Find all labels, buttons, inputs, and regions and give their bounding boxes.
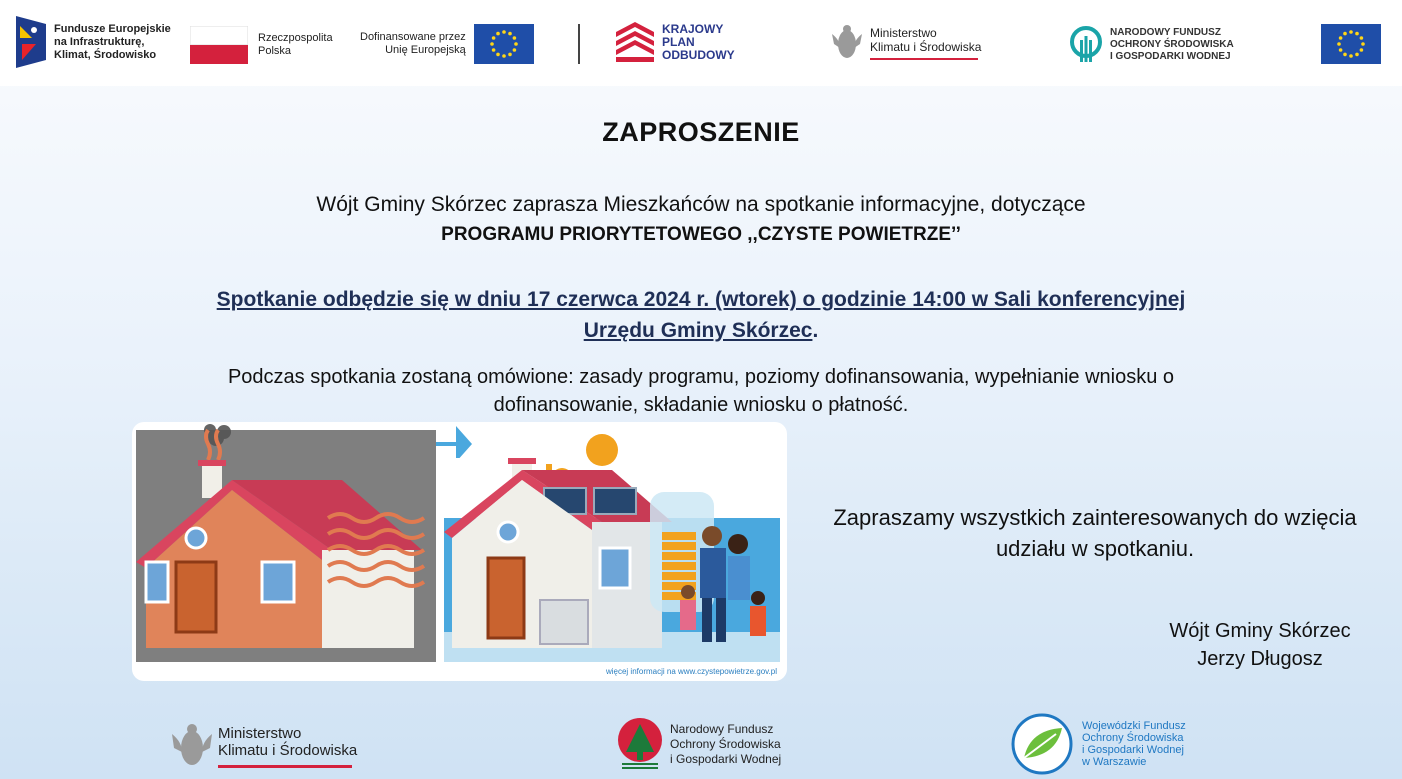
polish-flag-icon	[190, 26, 248, 64]
ue-line-1: Dofinansowane przez	[360, 31, 466, 43]
topics-line-1: Podczas spotkania zostaną omówione: zasady programu, poziomy dofinansowania, wypełnianie wniosku o	[227, 366, 1175, 388]
eu-flag-right-icon	[1321, 24, 1381, 64]
rp-line-2: Polska	[258, 45, 292, 57]
eu-flag-icon	[474, 24, 534, 64]
mkis-top-line-2: Klimatu i Środowiska	[870, 40, 982, 54]
fe-line-3: Klimat, Środowisko	[54, 48, 157, 61]
kpo-emblem-icon	[616, 22, 654, 62]
invite-line-2: udziału w spotkaniu.	[995, 536, 1195, 561]
meeting-line-2: Urzędu Gminy Skórzec	[583, 319, 813, 342]
logo-mkis-bottom	[170, 722, 357, 770]
kpo-line-3: ODBUDOWY	[662, 47, 735, 62]
door-old	[176, 562, 216, 632]
meeting-details	[0, 284, 1402, 346]
fe-emblem-icon	[16, 16, 46, 68]
logo-divider	[578, 24, 580, 64]
signature	[1140, 617, 1380, 673]
kpo-line-1: KRAJOWY	[662, 21, 724, 36]
logo-wfos	[1010, 712, 1186, 776]
mkis-bottom-line-2: Klimatu i Środowiska	[218, 741, 358, 759]
nfos-top-line-3: I GOSPODARKI WODNEJ	[1110, 51, 1231, 62]
door-new	[488, 558, 524, 638]
intro-text	[0, 190, 1402, 250]
illustration-footer-text: więcej informacji na www.czystepowietrze.gov.pl	[605, 667, 777, 676]
intro-line-1: Wójt Gminy Skórzec zaprasza Mieszkańców na spotkanie informacyjne, dotyczące	[316, 193, 1086, 216]
wfos-leaf-emblem-icon	[1010, 712, 1074, 776]
wfos-line-1: Wojewódzki Fundusz	[1082, 720, 1186, 732]
ue-line-2: Unię Europejską	[385, 44, 466, 56]
heat-pump-icon	[540, 600, 588, 644]
illustration-houses	[132, 422, 787, 681]
mkis-bottom-line-1: Ministerstwo	[218, 724, 302, 742]
rp-line-1: Rzeczpospolita	[258, 32, 333, 44]
eagle-emblem-bottom-icon	[170, 722, 214, 770]
wfos-line-2: Ochrony Środowiska	[1082, 732, 1184, 744]
nfos-emblem-icon	[1068, 26, 1104, 64]
nfos-tree-emblem-icon	[616, 716, 664, 772]
logo-nfos-bottom	[616, 716, 781, 772]
invitation-text	[800, 502, 1390, 564]
nfos-top-line-1: NARODOWY FUNDUSZ	[1110, 27, 1221, 38]
mkis-top-underline	[870, 58, 978, 60]
invite-line-1: Zapraszamy wszystkich zainteresowanych do wzięcia	[833, 505, 1357, 530]
nfos-bottom-line-3: i Gospodarki Wodnej	[670, 751, 782, 766]
wfos-line-4: w Warszawie	[1082, 756, 1147, 768]
program-name: PROGRAMU PRIORYTETOWEGO ,,CZYSTE POWIETRZE’’	[441, 224, 961, 245]
logo-kpo	[616, 22, 735, 62]
kpo-line-2: PLAN	[662, 34, 695, 49]
wfos-line-3: i Gospodarki Wodnej	[1082, 744, 1184, 756]
meeting-topics	[0, 363, 1402, 419]
eagle-emblem-icon	[830, 24, 864, 62]
logo-mkis-top	[830, 24, 981, 62]
page-title: ZAPROSZENIE	[602, 117, 800, 147]
logo-fundusze-europejskie	[16, 16, 171, 68]
meeting-line-1: Spotkanie odbędzie się w dniu 17 czerwca 2024 r. (wtorek) o godzinie 14:00 w Sali konferencyjnej	[216, 288, 1186, 311]
solar-panel-2-icon	[594, 488, 636, 514]
arrow-right-icon	[436, 426, 472, 462]
nfos-bottom-line-1: Narodowy Fundusz	[670, 721, 774, 736]
mkis-bottom-underline	[218, 765, 352, 768]
topics-line-2: dofinansowanie, składanie wniosku o płatność.	[493, 394, 909, 416]
mkis-top-line-1: Ministerstwo	[870, 26, 937, 40]
nfos-top-line-2: OCHRONY ŚRODOWISKA	[1110, 39, 1234, 50]
signature-role: Wójt Gminy Skórzec	[1169, 620, 1351, 642]
logo-ue	[360, 24, 534, 64]
fe-line-1: Fundusze Europejskie	[54, 22, 171, 35]
logo-bar	[0, 0, 1402, 86]
logo-rzeczpospolita	[190, 26, 333, 64]
logo-nfos-top	[1068, 26, 1234, 64]
illustration-svg	[132, 422, 787, 681]
nfos-bottom-line-2: Ochrony Środowiska	[670, 736, 781, 751]
signature-name: Jerzy Długosz	[1197, 648, 1323, 670]
meeting-line-2-end: .	[812, 319, 819, 342]
fe-line-2: na Infrastrukturę,	[54, 35, 145, 48]
coin-icon	[586, 434, 618, 466]
